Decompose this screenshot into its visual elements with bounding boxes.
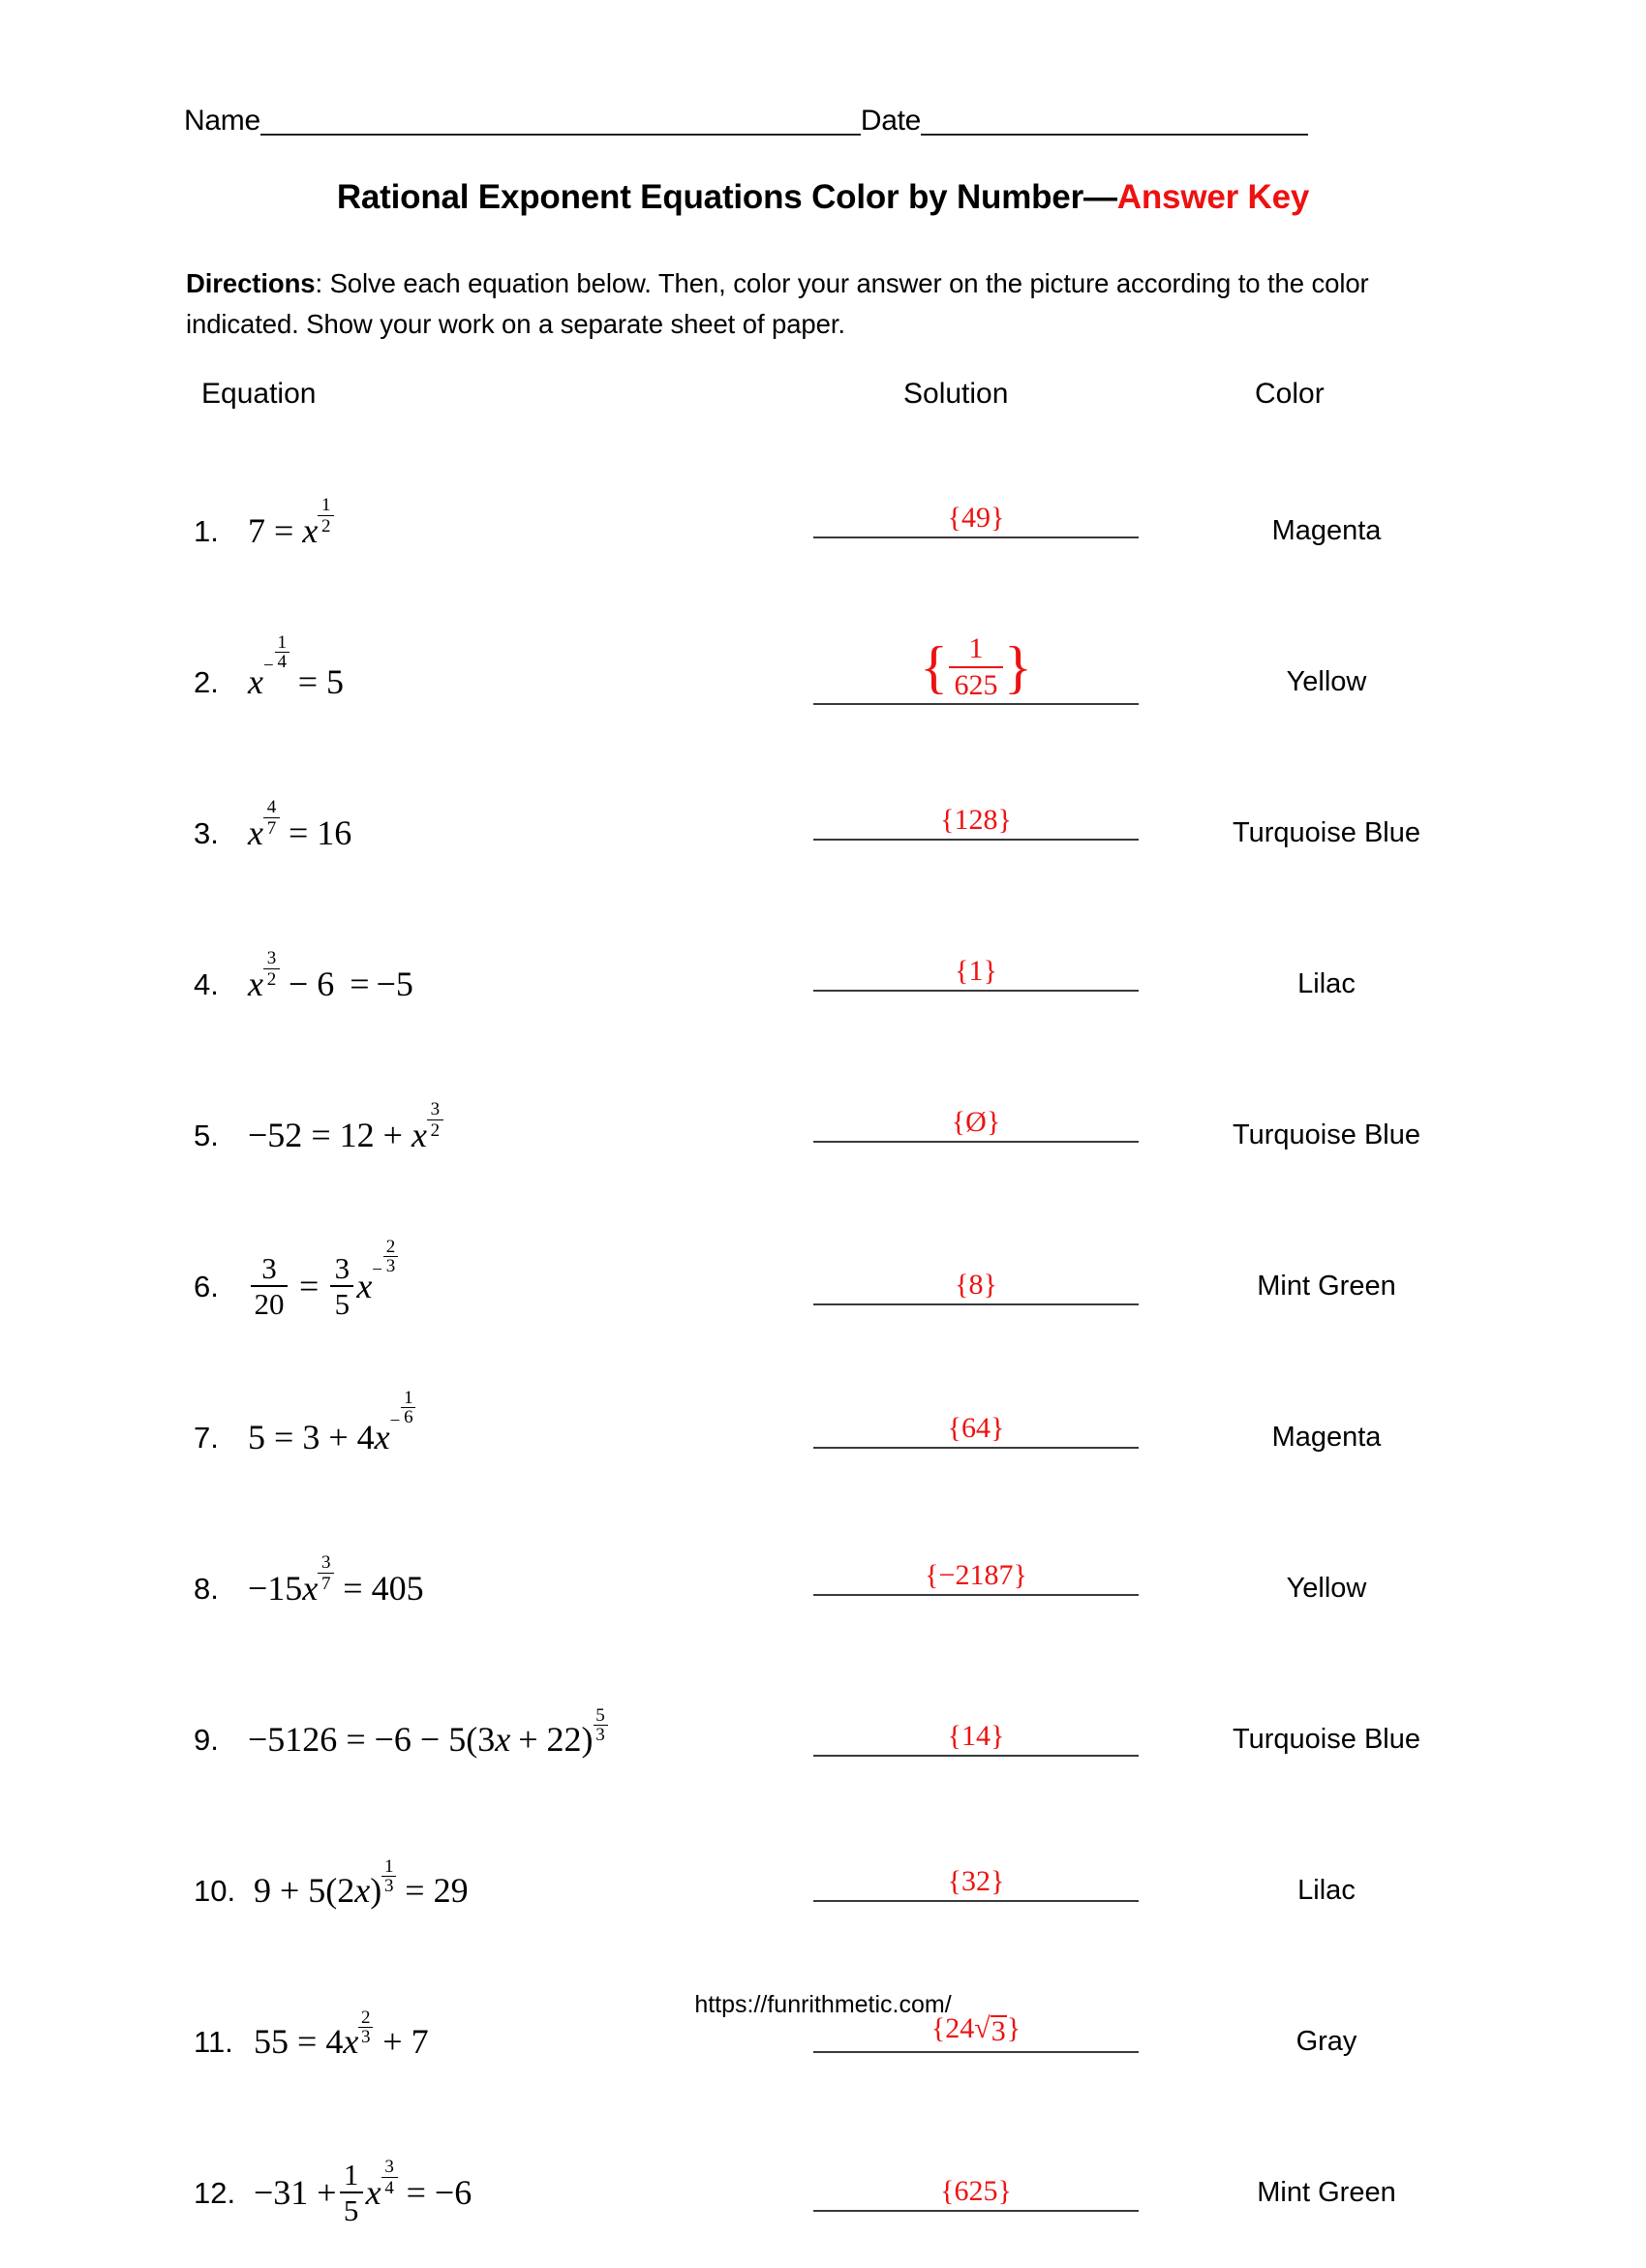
exponent-negative <box>389 1387 416 1441</box>
solution-cell[interactable] <box>813 1815 1139 1966</box>
equation-term: 5 <box>248 1418 265 1456</box>
coefficient-fraction <box>251 1253 288 1319</box>
exponent-denominator: 3 <box>595 1724 605 1745</box>
color-label: Yellow <box>1286 666 1367 697</box>
solution-cell[interactable] <box>813 2117 1139 2268</box>
solution-blank-line[interactable] <box>813 2210 1139 2212</box>
solution-blank-line[interactable] <box>813 1755 1139 1757</box>
equals-sign: = <box>274 511 294 550</box>
solution-cell[interactable] <box>813 1211 1139 1362</box>
date-label: Date <box>860 105 921 137</box>
exponent-fraction <box>383 1238 398 1275</box>
solution-value <box>813 633 1139 700</box>
exponent-negative <box>372 1236 398 1290</box>
exponent-fraction <box>401 1389 415 1426</box>
right-brace: } <box>1004 634 1032 699</box>
date-write-line[interactable] <box>921 107 1308 136</box>
variable-x: x <box>248 813 263 852</box>
radicand-value: 3 <box>991 2015 1006 2047</box>
fraction-stack <box>949 633 1003 700</box>
exponent-numerator: 4 <box>266 796 277 817</box>
solution-value: {128} <box>940 804 1012 836</box>
exponent-negative <box>262 631 290 686</box>
equals-sign: = <box>299 1267 320 1305</box>
equation-expression <box>248 947 413 1004</box>
solution-blank-line[interactable] <box>813 990 1139 992</box>
column-header-color: Color <box>1255 378 1325 410</box>
variable-x: x <box>302 1569 319 1608</box>
equals-sign: = <box>274 1418 294 1456</box>
exponent-denominator: 7 <box>266 817 277 839</box>
equals-sign: = <box>297 662 319 701</box>
problem-number: 1. <box>194 513 219 548</box>
exponent-denominator: 6 <box>404 1406 413 1427</box>
exponent-denominator: 3 <box>385 1255 396 1276</box>
equation-expression <box>248 1704 608 1759</box>
equation-cell <box>194 1815 813 1966</box>
name-date-header <box>184 93 1462 136</box>
exponent-fraction <box>275 633 290 671</box>
solution-value: {8} <box>955 1269 997 1301</box>
variable-x: x <box>374 1418 390 1456</box>
solution-blank-line[interactable] <box>813 703 1139 705</box>
equation-term: 9 + 5(2 <box>254 1871 355 1910</box>
equation-term: −15 <box>248 1569 303 1608</box>
solution-blank-line[interactable] <box>813 1447 1139 1449</box>
problem-number: 8. <box>194 1571 219 1606</box>
exponent-numerator: 3 <box>384 2156 394 2177</box>
color-label: Gray <box>1295 2026 1357 2057</box>
equation-expression <box>254 1855 469 1910</box>
table-row <box>0 2117 1646 2268</box>
exponent-denominator: 4 <box>384 2177 394 2198</box>
directions <box>186 263 1435 345</box>
equation-term: −6 − 5(3 <box>374 1720 496 1759</box>
problem-number: 11. <box>194 2024 233 2059</box>
solution-cell[interactable] <box>813 1664 1139 1815</box>
solution-blank-line[interactable] <box>813 2051 1139 2053</box>
solution-cell[interactable] <box>813 1059 1139 1211</box>
equation-expression <box>248 494 334 551</box>
exponent-numerator: 1 <box>277 631 287 653</box>
page-title-main: Rational Exponent Equations Color by Number— <box>336 178 1117 216</box>
equals-sign: = <box>311 1116 331 1154</box>
equation-cell <box>194 1059 813 1211</box>
solution-cell[interactable] <box>813 757 1139 908</box>
equals-sign: = <box>350 965 370 1003</box>
minus-sign: − <box>372 1260 383 1280</box>
problem-number: 2. <box>194 664 219 699</box>
color-label: Mint Green <box>1257 1271 1396 1302</box>
exponent-fraction <box>263 798 280 838</box>
variable-x: x <box>343 2022 359 2061</box>
minus-sign: − <box>262 656 274 676</box>
equation-term: −52 <box>248 1116 303 1154</box>
problem-number: 4. <box>194 966 219 1001</box>
solution-blank-line[interactable] <box>813 1594 1139 1596</box>
footer-url[interactable]: https://funrithmetic.com/ <box>694 1991 952 2018</box>
directions-text: : Solve each equation below. Then, color your answer on the picture according to the color indicated. Show your work on a separate sheet of paper. <box>186 268 1369 339</box>
variable-x: x <box>354 1871 371 1910</box>
closing-paren: ) <box>370 1871 382 1910</box>
equation-cell <box>194 1211 813 1362</box>
equation-cell <box>194 757 813 908</box>
page-title <box>0 176 1646 219</box>
exponent-numerator: 5 <box>595 1704 605 1726</box>
solution-value: {64} <box>947 1412 1005 1444</box>
equation-cell <box>194 1966 813 2117</box>
fraction-numerator: 1 <box>968 632 984 664</box>
equation-cell <box>194 1513 813 1664</box>
coefficient: 4 <box>325 2022 344 2061</box>
solution-blank-line[interactable] <box>813 1303 1139 1305</box>
fraction-denominator: 625 <box>954 668 998 701</box>
radicand <box>991 2015 1007 2046</box>
problem-number: 5. <box>194 1118 219 1152</box>
equation-expression <box>254 2156 472 2227</box>
equation-term: −5126 <box>248 1720 338 1759</box>
equals-sign: = <box>406 2173 426 2212</box>
fraction-numerator: 1 <box>343 2158 359 2191</box>
equation-cell <box>194 606 813 757</box>
variable-x: x <box>302 511 319 550</box>
equals-sign: = <box>297 2022 318 2061</box>
equation-term: 7 <box>248 511 265 550</box>
right-brace: } <box>1006 2012 1021 2044</box>
subtraction-term: − 6 <box>288 965 335 1003</box>
exponent-numerator: 3 <box>321 1551 331 1573</box>
equation-term: −5 <box>376 965 413 1003</box>
table-row <box>0 606 1646 757</box>
problem-number: 10. <box>194 1873 236 1908</box>
minus-sign: − <box>389 1411 401 1431</box>
directions-label: Directions <box>186 268 316 298</box>
equals-sign: = <box>405 1871 425 1910</box>
exponent-fraction <box>263 949 280 989</box>
exponent-denominator: 3 <box>361 2026 371 2047</box>
equation-expression <box>248 796 352 853</box>
variable-x: x <box>356 1267 373 1305</box>
color-label: Turquoise Blue <box>1233 1724 1420 1755</box>
column-header-solution: Solution <box>903 378 1009 410</box>
equation-term: −6 <box>434 2173 472 2212</box>
fraction-bar <box>381 2177 398 2178</box>
equation-expression <box>248 1387 415 1456</box>
fraction-denominator: 5 <box>343 2193 359 2227</box>
equation-term: 12 + <box>339 1116 403 1154</box>
solution-value: {Ø} <box>951 1106 1001 1138</box>
solution-cell[interactable] <box>813 908 1139 1059</box>
name-write-line[interactable] <box>260 107 861 136</box>
table-row <box>0 455 1646 606</box>
solution-fraction <box>920 633 1032 700</box>
exponent-numerator: 3 <box>430 1098 441 1119</box>
column-header-equation: Equation <box>201 378 317 410</box>
solution-cell[interactable] <box>813 1966 1139 2117</box>
table-row <box>0 1211 1646 1362</box>
color-label: Magenta <box>1271 515 1382 546</box>
coefficient-fraction <box>330 1253 353 1319</box>
exponent-denominator: 4 <box>277 651 287 672</box>
equation-cell <box>194 908 813 1059</box>
table-row <box>0 1664 1646 1815</box>
solution-cell[interactable] <box>813 606 1139 757</box>
fraction-numerator: 3 <box>261 1251 277 1285</box>
equation-term: 29 <box>433 1871 469 1910</box>
solution-blank-line[interactable] <box>813 1141 1139 1143</box>
equation-expression <box>248 1236 398 1321</box>
solution-value: {49} <box>947 502 1005 534</box>
solution-value: {32} <box>947 1865 1005 1897</box>
equals-sign: = <box>288 813 309 852</box>
exponent-denominator: 3 <box>384 1875 394 1896</box>
equation-cell <box>194 1362 813 1513</box>
exponent-numerator: 2 <box>385 1236 396 1257</box>
equation-term: 55 <box>254 2022 289 2061</box>
fraction-denominator: 5 <box>334 1287 351 1321</box>
variable-x: x <box>411 1116 427 1154</box>
equation-term: 5 <box>326 662 345 701</box>
fraction-bar <box>340 2191 363 2193</box>
equation-expression <box>248 1098 443 1155</box>
table-row <box>0 1966 1646 2117</box>
equation-expression <box>254 2007 429 2061</box>
fraction-denominator: 20 <box>254 1287 285 1321</box>
exponent-numerator: 1 <box>384 1855 394 1877</box>
exponent-denominator: 2 <box>321 515 331 536</box>
equals-sign: = <box>343 1569 363 1608</box>
variable-x: x <box>495 1720 511 1759</box>
page-title-accent: Answer Key <box>1116 178 1310 216</box>
exponent-fraction <box>318 496 334 536</box>
color-label: Turquoise Blue <box>1233 817 1420 848</box>
exponent-numerator: 1 <box>404 1387 413 1408</box>
equation-term: 405 <box>371 1569 424 1608</box>
radical-coefficient: {24 <box>930 2012 975 2044</box>
solution-value: {14} <box>947 1720 1005 1752</box>
equation-expression <box>248 631 345 701</box>
equation-term: −31 + <box>254 2173 337 2212</box>
name-label: Name <box>184 105 260 137</box>
solution-blank-line[interactable] <box>813 1900 1139 1902</box>
left-brace: { <box>920 634 948 699</box>
exponent-denominator: 2 <box>430 1119 441 1141</box>
exponent-fraction <box>318 1553 334 1593</box>
fraction-numerator: 3 <box>334 1251 351 1285</box>
table-row <box>0 1815 1646 1966</box>
variable-x: x <box>365 2173 381 2212</box>
equation-term: + 7 <box>382 2022 429 2061</box>
problem-number: 9. <box>194 1722 219 1757</box>
exponent-denominator: 7 <box>321 1573 331 1594</box>
exponent-numerator: 2 <box>361 2007 371 2028</box>
color-label: Lilac <box>1297 968 1356 999</box>
equation-term: + 22) <box>518 1720 594 1759</box>
equation-cell <box>194 455 813 606</box>
solution-blank-line[interactable] <box>813 536 1139 538</box>
equation-cell <box>194 2117 813 2268</box>
solution-cell[interactable] <box>813 1513 1139 1664</box>
color-label: Yellow <box>1286 1573 1367 1604</box>
radical-sign: √ <box>974 2012 991 2044</box>
table-row <box>0 1362 1646 1513</box>
table-row <box>0 757 1646 908</box>
problem-number: 7. <box>194 1420 219 1455</box>
exponent-fraction <box>381 1857 396 1895</box>
coefficient-fraction <box>340 2160 363 2225</box>
solution-blank-line[interactable] <box>813 839 1139 841</box>
variable-x: x <box>248 965 263 1003</box>
table-row <box>0 1513 1646 1664</box>
solution-value: {−2187} <box>925 1559 1027 1591</box>
equation-term: 3 + 4 <box>302 1418 375 1456</box>
color-label: Magenta <box>1271 1422 1382 1453</box>
exponent-numerator: 3 <box>266 947 277 968</box>
column-headers <box>0 373 1646 415</box>
solution-value: {1} <box>955 955 997 987</box>
problem-number: 12. <box>194 2175 236 2210</box>
equals-sign: = <box>346 1720 366 1759</box>
table-row <box>0 1059 1646 1211</box>
fraction-bar <box>949 666 1003 668</box>
solution-cell[interactable] <box>813 1362 1139 1513</box>
problem-number: 3. <box>194 815 219 850</box>
color-label: Lilac <box>1297 1875 1356 1906</box>
problem-number: 6. <box>194 1269 219 1303</box>
exponent-denominator: 2 <box>266 968 277 990</box>
color-label: Turquoise Blue <box>1233 1119 1420 1150</box>
table-row <box>0 908 1646 1059</box>
exponent-fraction <box>594 1706 608 1744</box>
equation-expression <box>248 1551 424 1609</box>
exponent-fraction <box>427 1100 443 1140</box>
solution-cell[interactable] <box>813 455 1139 606</box>
exponent-fraction <box>381 2158 398 2197</box>
variable-x: x <box>248 662 263 701</box>
equation-term: 16 <box>317 813 352 852</box>
exponent-numerator: 1 <box>321 494 331 515</box>
solution-value: {625} <box>940 2175 1012 2207</box>
color-label: Mint Green <box>1257 2177 1396 2208</box>
